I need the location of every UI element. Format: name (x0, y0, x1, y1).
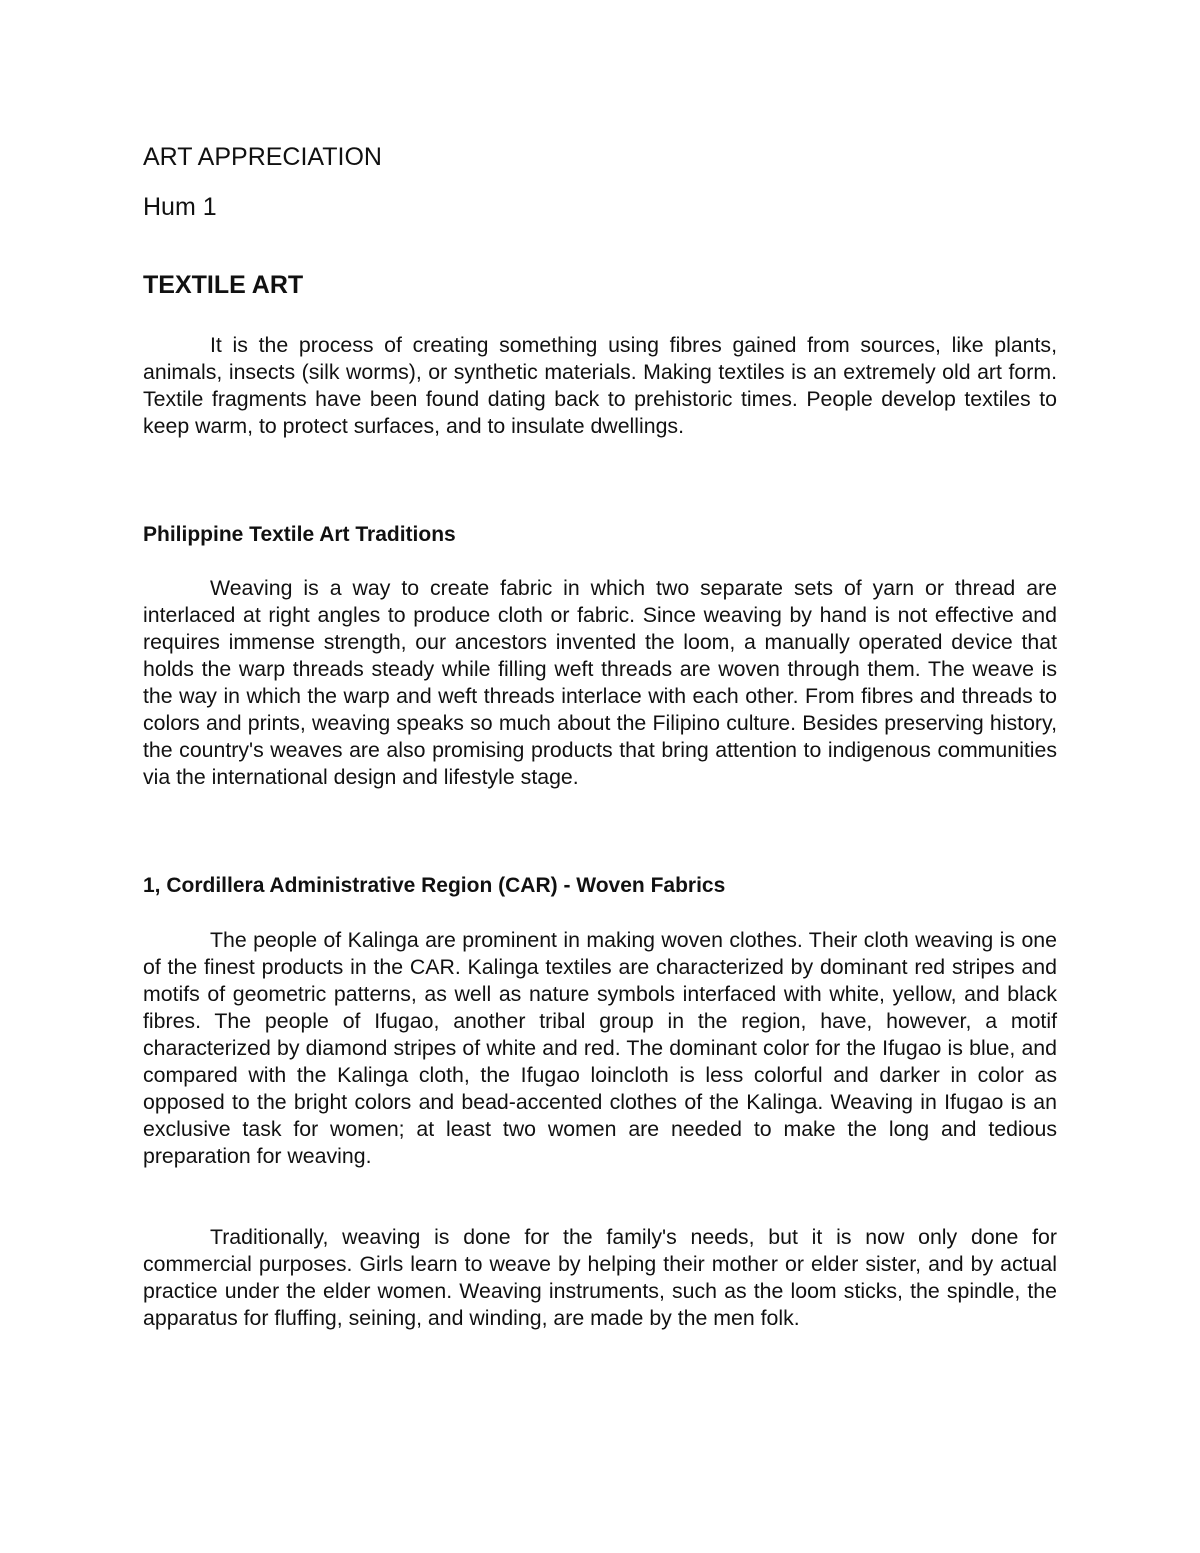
section-heading: Philippine Textile Art Traditions (143, 523, 456, 546)
intro-paragraph: It is the process of creating something using fibres gained from sources, like plants, animals, insects (silk worms), or synthetic materials. Making textiles is an extremely old art form. Textile fragments have been found dating back to prehistoric times. People develop textiles to keep warm, to protect surfaces, and to insulate dwellings. (143, 333, 1057, 438)
region-heading: 1, Cordillera Administrative Region (CAR) - Woven Fabrics (143, 874, 726, 897)
region-paragraph-2: Traditionally, weaving is done for the family's needs, but it is now only done for commercial purposes. Girls learn to weave by helping their mother or elder sister, and by actual practice under the elder women. Weaving instruments, such as the loom sticks, the spindle, the apparatus for fluffing, seining, and winding, are made by the men folk. (143, 1225, 1057, 1330)
course-code: Hum 1 (143, 193, 217, 221)
region-paragraph-1: The people of Kalinga are prominent in making woven clothes. Their cloth weaving is one of the finest products in the CAR. Kalinga textiles are characterized by dominant red stripes and motifs of geometric patterns, as well as nature symbols interfaced with white, yellow, and black fibres. The people of Ifugao, another tribal group in the region, have, however, a motif characterized by diamond stripes of white and red. The dominant color for the Ifugao is blue, and compared with the Kalinga cloth, the Ifugao loincloth is less colorful and darker in color as opposed to the bright colors and bead-accented clothes of the Kalinga. Weaving in Ifugao is an exclusive task for women; at least two women are needed to make the long and tedious preparation for weaving. (143, 928, 1057, 1168)
course-title: ART APPRECIATION (143, 143, 382, 171)
section-paragraph: Weaving is a way to create fabric in which two separate sets of yarn or thread are interlaced at right angles to produce cloth or fabric. Since weaving by hand is not effective and requires immense strength, our ancestors invented the loom, a manually operated device that holds the warp threads steady while filling weft threads are woven through them. The weave is the way in which the warp and weft threads interlace with each other. From fibres and threads to colors and prints, weaving speaks so much about the Filipino culture. Besides preserving history, the country's weaves are also promising products that bring attention to indigenous communities via the international design and lifestyle stage. (143, 576, 1057, 789)
main-heading: TEXTILE ART (143, 271, 304, 299)
